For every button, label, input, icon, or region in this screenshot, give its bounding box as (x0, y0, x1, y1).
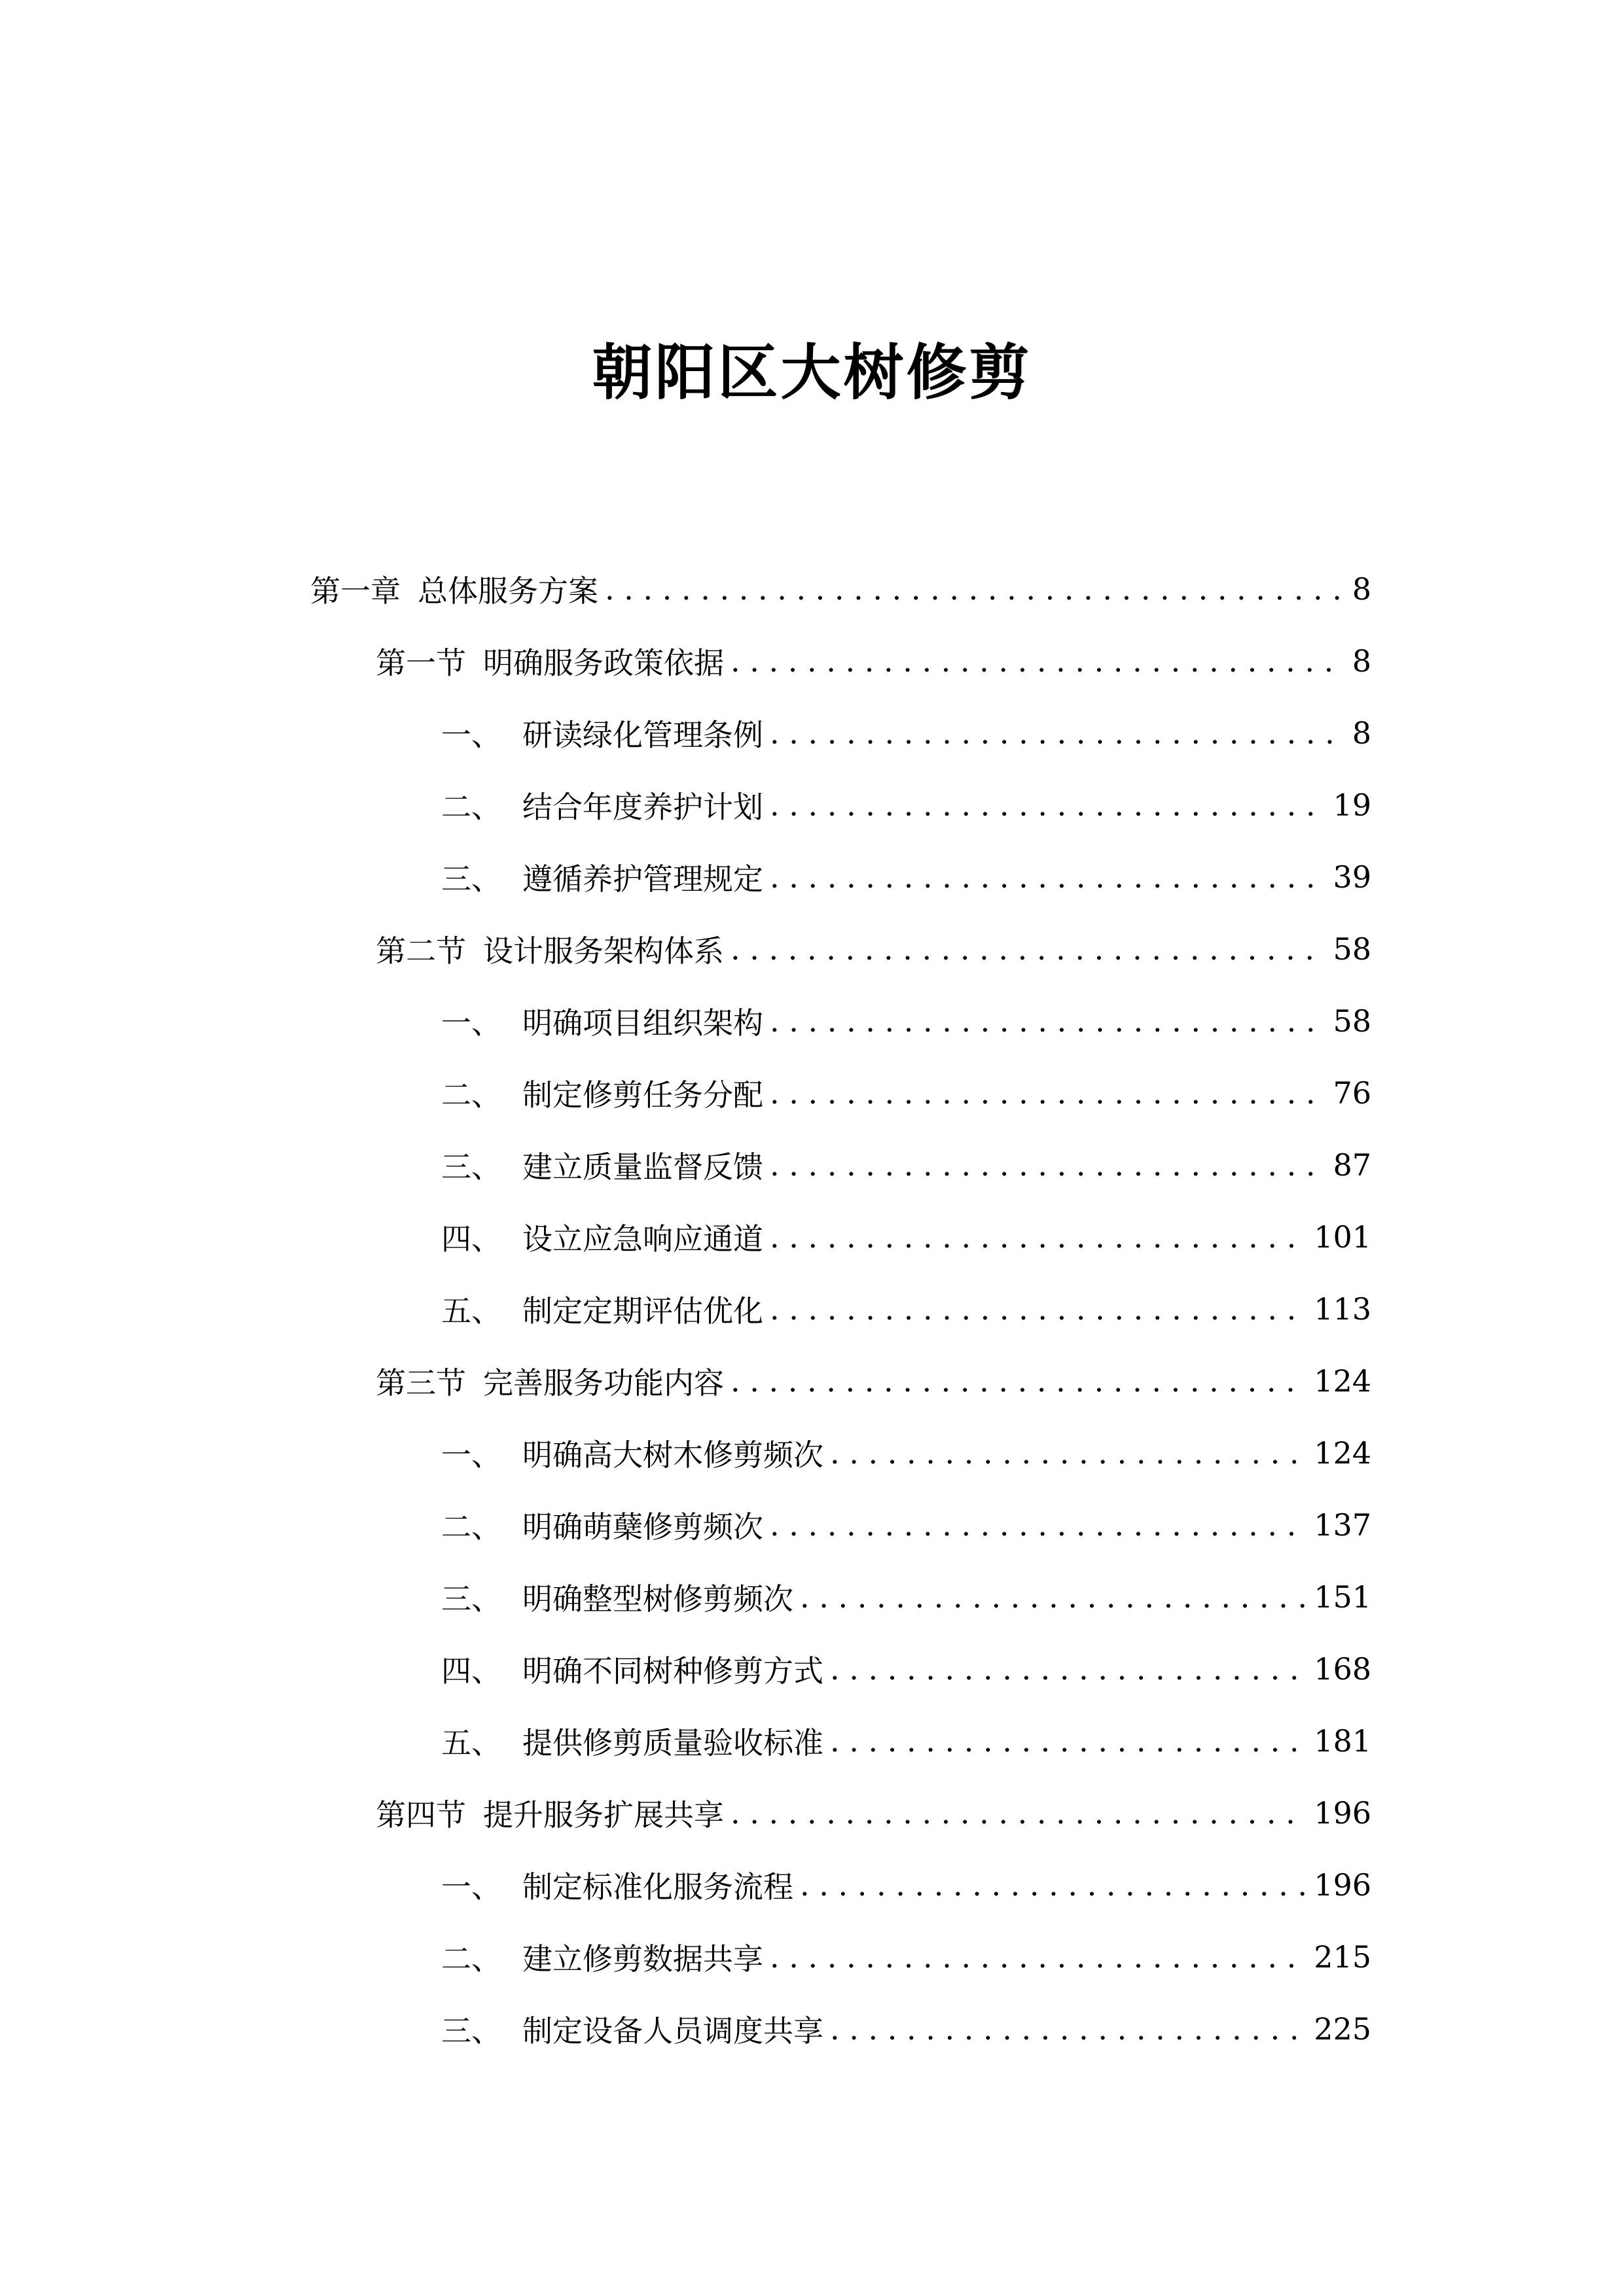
toc-entry-number: 二、 (441, 1077, 501, 1113)
toc-entry[interactable] (441, 1561, 1371, 1633)
toc-entry-page-number: 215 (1314, 1939, 1371, 1975)
toc-entry[interactable] (441, 697, 1371, 769)
toc-dot-leader (830, 1723, 1305, 1759)
toc-entry-page-number: 8 (1352, 643, 1371, 679)
toc-entry-number: 四、 (441, 1221, 501, 1257)
toc-entry-number: 三、 (441, 1149, 501, 1185)
toc-dot-leader (800, 1867, 1305, 1903)
toc-entry-page-number: 181 (1314, 1723, 1371, 1759)
toc-entry-number: 三、 (441, 2013, 501, 2049)
toc-entry-page-number: 19 (1333, 787, 1371, 823)
toc-entry-number: 第一节 (376, 645, 466, 681)
toc-entry[interactable] (441, 1129, 1371, 1201)
toc-dot-leader (830, 2011, 1305, 2047)
toc-entry[interactable] (441, 1273, 1371, 1345)
toc-dot-leader (770, 787, 1324, 823)
toc-entry-label: 明确高大树木修剪频次 (522, 1437, 823, 1473)
toc-entry-label: 设计服务架构体系 (483, 933, 724, 969)
toc-entry[interactable] (441, 1993, 1371, 2065)
toc-entry-label: 设立应急响应通道 (522, 1221, 763, 1257)
toc-entry-page-number: 8 (1352, 571, 1371, 607)
toc-dot-leader (770, 715, 1343, 751)
toc-entry[interactable] (310, 553, 1371, 625)
toc-entry-number: 第二节 (376, 933, 466, 969)
toc-entry-number: 第一章 (310, 573, 401, 609)
toc-entry-page-number: 113 (1314, 1291, 1371, 1327)
toc-entry-number: 五、 (441, 1293, 501, 1329)
toc-entry-label: 明确服务政策依据 (483, 645, 724, 681)
toc-dot-leader (770, 1939, 1305, 1975)
toc-entry-label: 提升服务扩展共享 (483, 1797, 724, 1833)
toc-entry-number: 二、 (441, 1941, 501, 1977)
toc-entry-number: 二、 (441, 1509, 501, 1545)
toc-entry-label: 建立修剪数据共享 (522, 1941, 763, 1977)
toc-entry-number: 四、 (441, 1653, 501, 1689)
toc-entry-page-number: 58 (1333, 1003, 1371, 1039)
toc-entry-page-number: 87 (1333, 1147, 1371, 1183)
toc-entry-label: 制定设备人员调度共享 (522, 2013, 823, 2049)
toc-entry-page-number: 39 (1333, 859, 1371, 895)
toc-entry[interactable] (441, 1417, 1371, 1489)
toc-entry-label: 制定定期评估优化 (522, 1293, 763, 1329)
toc-dot-leader (731, 931, 1324, 967)
toc-entry-label: 结合年度养护计划 (522, 789, 763, 825)
toc-dot-leader (830, 1435, 1305, 1471)
toc-entry-label: 明确整型树修剪频次 (522, 1581, 793, 1617)
toc-entry-page-number: 124 (1314, 1435, 1371, 1471)
toc-entry-page-number: 151 (1314, 1579, 1371, 1615)
toc-entry-page-number: 137 (1314, 1507, 1371, 1543)
toc-entry[interactable] (376, 625, 1371, 697)
toc-dot-leader (800, 1579, 1305, 1615)
toc-dot-leader (731, 1795, 1305, 1831)
toc-entry-page-number: 58 (1333, 931, 1371, 967)
toc-entry-page-number: 8 (1352, 715, 1371, 751)
toc-entry[interactable] (441, 1705, 1371, 1777)
toc-entry-label: 制定标准化服务流程 (522, 1869, 793, 1905)
toc-entry-number: 第三节 (376, 1365, 466, 1401)
toc-entry-label: 完善服务功能内容 (483, 1365, 724, 1401)
toc-entry-number: 一、 (441, 1869, 501, 1905)
toc-entry[interactable] (441, 1201, 1371, 1273)
toc-entry-label: 明确萌蘖修剪频次 (522, 1509, 763, 1545)
toc-entry-page-number: 168 (1314, 1651, 1371, 1687)
toc-entry-number: 三、 (441, 1581, 501, 1617)
toc-entry[interactable] (441, 1057, 1371, 1129)
toc-entry-label: 建立质量监督反馈 (522, 1149, 763, 1185)
toc-dot-leader (770, 1075, 1324, 1111)
toc-dot-leader (770, 1507, 1305, 1543)
toc-entry[interactable] (441, 985, 1371, 1057)
document-title: 朝阳区大树修剪 (592, 338, 1032, 408)
toc-entry[interactable] (441, 841, 1371, 913)
toc-entry[interactable] (441, 1489, 1371, 1561)
toc-dot-leader (770, 1291, 1305, 1327)
toc-entry-label: 制定修剪任务分配 (522, 1077, 763, 1113)
toc-dot-leader (770, 859, 1324, 895)
toc-entry-page-number: 124 (1314, 1363, 1371, 1399)
toc-entry-page-number: 101 (1314, 1219, 1371, 1255)
toc-dot-leader (770, 1147, 1324, 1183)
toc-entry[interactable] (441, 769, 1371, 841)
toc-dot-leader (830, 1651, 1305, 1687)
toc-entry-number: 第四节 (376, 1797, 466, 1833)
toc-dot-leader (731, 1363, 1305, 1399)
toc-entry-page-number: 196 (1314, 1795, 1371, 1831)
toc-dot-leader (770, 1003, 1324, 1039)
toc-entry[interactable] (441, 1633, 1371, 1705)
toc-entry-label: 总体服务方案 (418, 573, 598, 609)
toc-dot-leader (605, 571, 1343, 607)
toc-entry[interactable] (441, 1849, 1371, 1921)
toc-entry-number: 一、 (441, 1437, 501, 1473)
toc-entry-number: 五、 (441, 1725, 501, 1761)
toc-dot-leader (770, 1219, 1305, 1255)
toc-entry[interactable] (376, 1345, 1371, 1417)
toc-entry-label: 提供修剪质量验收标准 (522, 1725, 823, 1761)
toc-entry-number: 三、 (441, 861, 501, 897)
toc-entry-page-number: 76 (1333, 1075, 1371, 1111)
toc-entry-label: 遵循养护管理规定 (522, 861, 763, 897)
toc-entry-number: 二、 (441, 789, 501, 825)
toc-entry[interactable] (376, 1777, 1371, 1849)
toc-entry-number: 一、 (441, 717, 501, 753)
toc-entry-page-number: 225 (1314, 2011, 1371, 2047)
toc-entry[interactable] (376, 913, 1371, 985)
toc-entry-number: 一、 (441, 1005, 501, 1041)
toc-dot-leader (731, 643, 1343, 679)
toc-entry[interactable] (441, 1921, 1371, 1993)
toc-entry-label: 研读绿化管理条例 (522, 717, 763, 753)
toc-entry-label: 明确项目组织架构 (522, 1005, 763, 1041)
toc-entry-label: 明确不同树种修剪方式 (522, 1653, 823, 1689)
toc-entry-page-number: 196 (1314, 1867, 1371, 1903)
